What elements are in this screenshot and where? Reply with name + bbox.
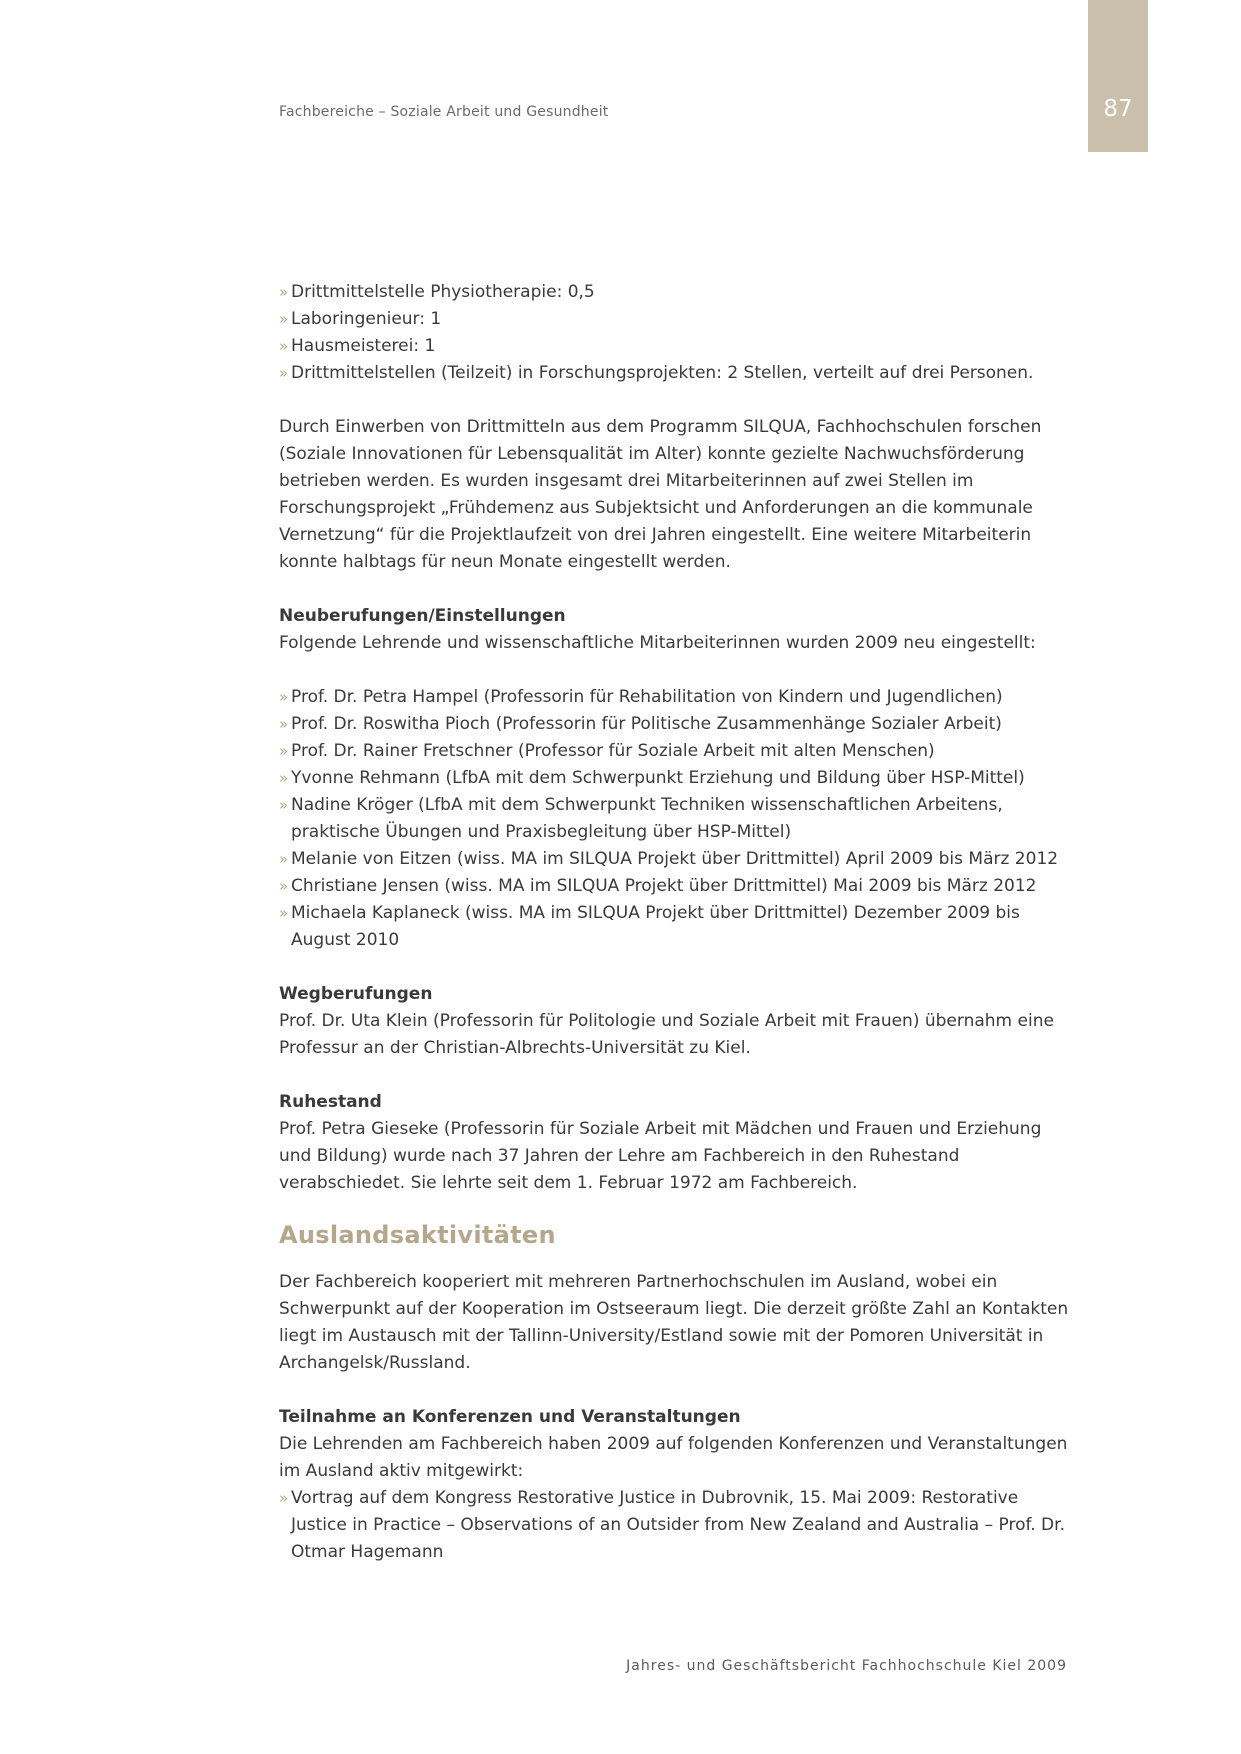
running-head: Fachbereiche – Soziale Arbeit und Gesundheit xyxy=(279,104,609,120)
bullet-icon: » xyxy=(279,742,289,760)
list-item xyxy=(279,711,1079,738)
bullet-icon: » xyxy=(279,769,289,787)
bullet-icon: » xyxy=(279,850,289,868)
list-item-text: Vortrag auf dem Kongress Restorative Justice in Dubrovnik, 15. Mai 2009: Restorative Justice in Practice – Observations of an Outsider from New Zealand and Australia – Prof. Dr. Otmar Hagemann xyxy=(291,1488,1065,1562)
bullet-icon: » xyxy=(279,715,289,733)
list-item xyxy=(279,738,1079,765)
conferences-heading: Teilnahme an Konferenzen und Veranstaltungen xyxy=(279,1407,741,1427)
page-number: 87 xyxy=(1103,96,1133,122)
list-item-text: Drittmittelstelle Physiotherapie: 0,5 xyxy=(291,282,595,302)
bullet-icon: » xyxy=(279,1489,289,1507)
list-item-text: Hausmeisterei: 1 xyxy=(291,336,436,356)
departures-heading: Wegberufungen xyxy=(279,984,433,1004)
list-item-text: Nadine Kröger (LfbA mit dem Schwerpunkt Techniken wissenschaftlichen Arbeitens, praktische Übungen und Praxisbegleitung über HSP-Mittel) xyxy=(291,795,1003,842)
list-item-text: Drittmittelstellen (Teilzeit) in Forschungsprojekten: 2 Stellen, verteilt auf drei Personen. xyxy=(291,363,1034,383)
bullet-icon: » xyxy=(279,877,289,895)
list-item-text: Yvonne Rehmann (LfbA mit dem Schwerpunkt Erziehung und Bildung über HSP-Mittel) xyxy=(291,768,1025,788)
appointments-intro: Folgende Lehrende und wissenschaftliche Mitarbeiterinnen wurden 2009 neu eingestellt: xyxy=(279,633,1036,653)
bullet-icon: » xyxy=(279,337,289,355)
list-item-text: Prof. Dr. Roswitha Pioch (Professorin für Politische Zusammenhänge Sozialer Arbeit) xyxy=(291,714,1002,734)
bullet-icon: » xyxy=(279,904,289,922)
conferences-intro: Die Lehrenden am Fachbereich haben 2009 auf folgenden Konferenzen und Veranstaltungen im Ausland aktiv mitgewirkt: xyxy=(279,1434,1068,1481)
appointments-heading: Neuberufungen/Einstellungen xyxy=(279,606,566,626)
page-number-tab xyxy=(1088,0,1148,152)
appointments-list xyxy=(279,684,1079,954)
list-item xyxy=(279,846,1079,873)
retirement-text: Prof. Petra Gieseke (Professorin für Soziale Arbeit mit Mädchen und Frauen und Erziehung und Bildung) wurde nach 37 Jahren der Lehre am Fachbereich in den Ruhestand verabschiedet. Sie lehrte seit dem 1. Februar 1972 am Fachbereich. xyxy=(279,1119,1042,1193)
list-item xyxy=(279,306,1079,333)
list-item xyxy=(279,684,1079,711)
main-content xyxy=(279,279,1079,1566)
bullet-icon: » xyxy=(279,796,289,814)
list-item-text: Michaela Kaplaneck (wiss. MA im SILQUA Projekt über Drittmittel) Dezember 2009 bis August 2010 xyxy=(291,903,1020,950)
list-item-text: Prof. Dr. Petra Hampel (Professorin für Rehabilitation von Kindern und Jugendlichen) xyxy=(291,687,1003,707)
list-item xyxy=(279,873,1079,900)
list-item xyxy=(279,765,1079,792)
list-item-text: Christiane Jensen (wiss. MA im SILQUA Projekt über Drittmittel) Mai 2009 bis März 2012 xyxy=(291,876,1037,896)
retirement-heading: Ruhestand xyxy=(279,1092,382,1112)
page-footer: Jahres- und Geschäftsbericht Fachhochschule Kiel 2009 xyxy=(626,1658,1067,1674)
bullet-icon: » xyxy=(279,688,289,706)
list-item xyxy=(279,900,1079,954)
international-section-title: Auslandsaktivitäten xyxy=(279,1221,556,1249)
list-item-text: Prof. Dr. Rainer Fretschner (Professor für Soziale Arbeit mit alten Menschen) xyxy=(291,741,935,761)
departures-text: Prof. Dr. Uta Klein (Professorin für Politologie und Soziale Arbeit mit Frauen) übernahm eine Professur an der Christian-Albrechts-Universität zu Kiel. xyxy=(279,1011,1054,1058)
list-item xyxy=(279,792,1079,846)
funding-paragraph: Durch Einwerben von Drittmitteln aus dem Programm SILQUA, Fachhochschulen forschen (Soziale Innovationen für Lebensqualität im Alter) konnte gezielte Nachwuchsförderung betrieben werden. Es wurden insgesamt drei Mitarbeiterinnen auf zwei Stellen im Forschungsprojekt „Frühdemenz aus Subjektsicht und Anforderungen an die kommunale Vernetzung“ für die Projektlaufzeit von drei Jahren eingestellt. Eine weitere Mitarbeiterin konnte halbtags für neun Monate eingestellt werden. xyxy=(279,417,1042,572)
bullet-icon: » xyxy=(279,364,289,382)
list-item xyxy=(279,1485,1079,1566)
list-item-text: Laboringenieur: 1 xyxy=(291,309,442,329)
list-item xyxy=(279,279,1079,306)
bullet-icon: » xyxy=(279,283,289,301)
conferences-list xyxy=(279,1485,1079,1566)
international-text: Der Fachbereich kooperiert mit mehreren Partnerhochschulen im Ausland, wobei ein Schwerpunkt auf der Kooperation im Ostseeraum liegt. Die derzeit größte Zahl an Kontakten liegt im Austausch mit der Tallinn-University/Estland sowie mit der Pomoren Universität in Archangelsk/Russland. xyxy=(279,1272,1069,1373)
list-item-text: Melanie von Eitzen (wiss. MA im SILQUA Projekt über Drittmittel) April 2009 bis März 2012 xyxy=(291,849,1059,869)
list-item xyxy=(279,333,1079,360)
list-item xyxy=(279,360,1079,387)
staff-list xyxy=(279,279,1079,387)
bullet-icon: » xyxy=(279,310,289,328)
